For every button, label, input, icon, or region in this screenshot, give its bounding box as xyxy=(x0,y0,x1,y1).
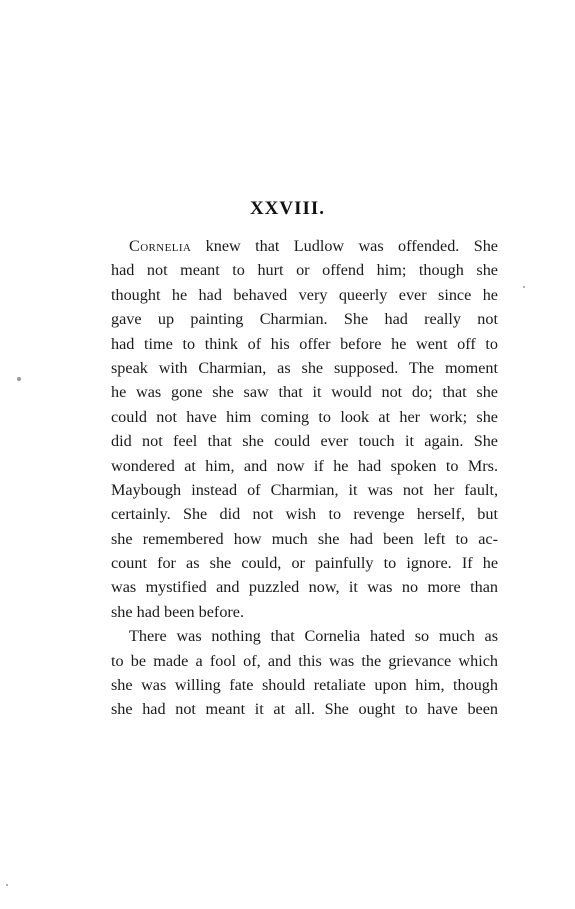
paragraph-lead-word: Cornelia xyxy=(129,237,192,255)
text-line: to be made a fool of, and this was the grievance which xyxy=(111,651,498,670)
text-line: she had been before. xyxy=(111,602,245,621)
text-line: had not meant to hurt or offend him; though she xyxy=(111,261,498,280)
scan-speck xyxy=(6,884,8,886)
text-line: she was willing fate should retaliate upon him, though xyxy=(111,676,498,695)
text-line: was mystified and puzzled now, it was no more than xyxy=(111,578,498,597)
scan-speck xyxy=(523,286,525,288)
chapter-heading: XXVIII. xyxy=(249,198,326,219)
text-line: did not feel that she could ever touch it again. She xyxy=(111,432,498,451)
text-line: she had not meant it at all. She ought to have been xyxy=(111,700,498,719)
scan-speck xyxy=(17,377,21,381)
text-line: gave up painting Charmian. She had really not xyxy=(111,310,498,329)
text-line: could not have him coming to look at her work; she xyxy=(111,407,498,426)
text-line: Maybough instead of Charmian, it was not her fault, xyxy=(111,480,498,499)
text-line: had time to think of his offer before he went off to xyxy=(111,334,498,353)
text-line: There was nothing that Cornelia hated so much as xyxy=(129,627,498,646)
text-line: wondered at him, and now if he had spoken to Mrs. xyxy=(111,456,498,475)
text-line: he was gone she saw that it would not do; that she xyxy=(111,383,498,402)
text-line: thought he had behaved very queerly ever since he xyxy=(111,285,498,304)
text-line: certainly. She did not wish to revenge herself, but xyxy=(111,505,498,524)
text-line-content: knew that Ludlow was offended. She xyxy=(191,237,498,255)
text-line: speak with Charmian, as she supposed. The moment xyxy=(111,358,498,377)
text-line: she remembered how much she had been left to ac- xyxy=(111,529,498,548)
body-text xyxy=(111,234,498,722)
text-line xyxy=(111,234,498,258)
text-line: count for as she could, or painfully to ignore. If he xyxy=(111,554,498,573)
